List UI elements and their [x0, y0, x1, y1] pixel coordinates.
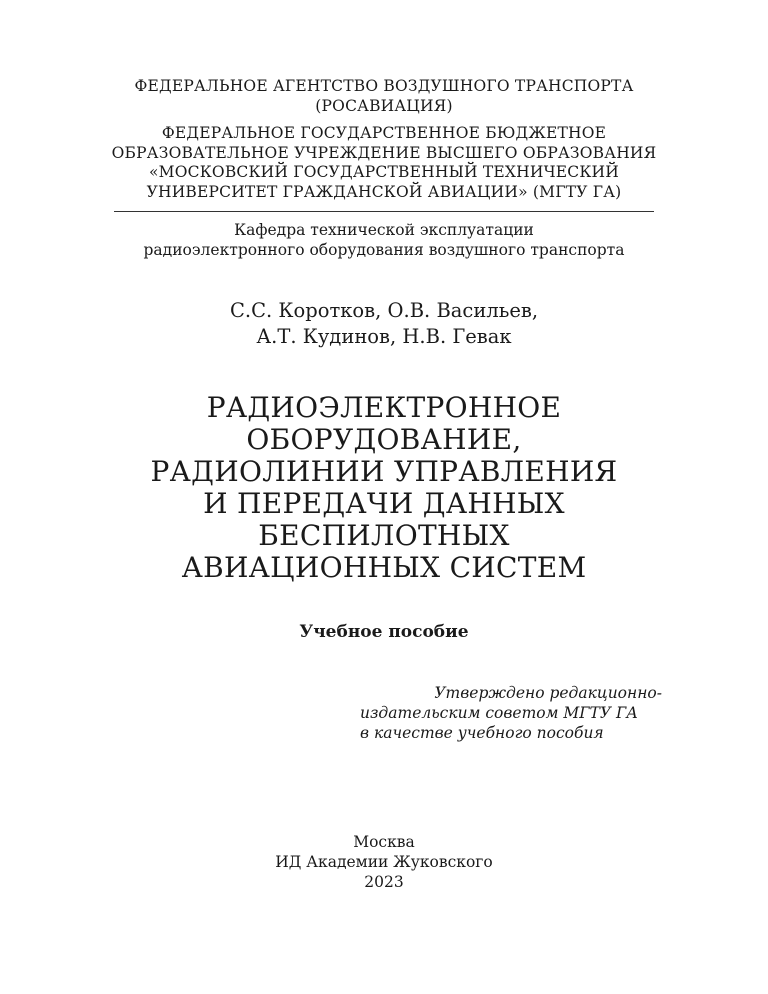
university-heading	[0, 124, 768, 202]
approval-note	[360, 683, 662, 743]
department-heading	[0, 220, 768, 260]
imprint-publisher: ИД Академии Жуковского	[275, 853, 493, 871]
imprint-city: Москва	[353, 833, 415, 851]
title-line-5: БЕСПИЛОТНЫХ	[258, 519, 510, 552]
title-line-1: РАДИОЭЛЕКТРОННОЕ	[206, 391, 562, 424]
agency-line-2: (РОСАВИАЦИЯ)	[315, 97, 453, 115]
title-line-6: АВИАЦИОННЫХ СИСТЕМ	[181, 551, 587, 584]
university-line-3: «МОСКОВСКИЙ ГОСУДАРСТВЕННЫЙ ТЕХНИЧЕСКИЙ	[149, 163, 619, 181]
title-line-3: РАДИОЛИНИИ УПРАВЛЕНИЯ	[150, 455, 618, 488]
university-line-4: УНИВЕРСИТЕТ ГРАЖДАНСКОЙ АВИАЦИИ» (МГТУ ГА)	[146, 182, 622, 201]
agency-heading	[0, 76, 768, 116]
book-title	[0, 392, 768, 584]
department-line-2: радиоэлектронного оборудования воздушного транспорта	[143, 241, 625, 259]
authors	[0, 298, 768, 350]
title-line-4: И ПЕРЕДАЧИ ДАННЫХ	[203, 487, 565, 520]
university-line-2: ОБРАЗОВАТЕЛЬНОЕ УЧРЕЖДЕНИЕ ВЫСШЕГО ОБРАЗОВАНИЯ	[111, 143, 657, 162]
approval-line-3: в качестве учебного пособия	[360, 724, 604, 742]
header-divider	[114, 211, 654, 212]
university-line-1: ФЕДЕРАЛЬНОЕ ГОСУДАРСТВЕННОЕ БЮДЖЕТНОЕ	[161, 124, 607, 142]
imprint	[0, 832, 768, 892]
authors-line-2: А.Т. Кудинов, Н.В. Гевак	[256, 325, 512, 348]
imprint-year: 2023	[364, 873, 404, 891]
agency-line-1: ФЕДЕРАЛЬНОЕ АГЕНТСТВО ВОЗДУШНОГО ТРАНСПОРТА	[134, 77, 634, 95]
department-line-1: Кафедра технической эксплуатации	[234, 221, 534, 239]
title-line-2: ОБОРУДОВАНИЕ,	[246, 423, 522, 456]
book-subtitle: Учебное пособие	[299, 622, 469, 642]
authors-line-1: С.С. Коротков, О.В. Васильев,	[229, 299, 539, 322]
approval-line-2: издательским советом МГТУ ГА	[360, 704, 638, 722]
approval-line-1: Утверждено редакционно-	[434, 684, 662, 702]
